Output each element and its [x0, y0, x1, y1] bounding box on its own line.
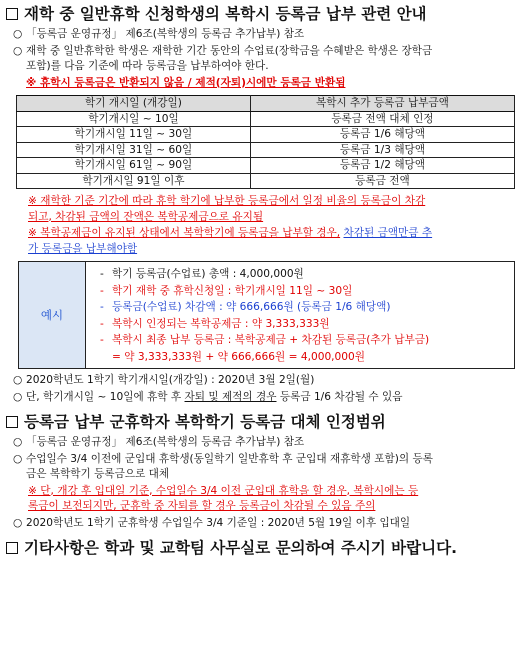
section3-heading — [6, 538, 513, 558]
section2-heading — [6, 412, 513, 432]
circle-bullet-icon: ○ — [13, 452, 23, 465]
refund-note: ※ 휴학시 등록금은 반환되지 않음 / 제적(자퇴)시에만 등록금 반환됨 — [26, 76, 346, 89]
table-row: 학기개시일 11일 ~ 30일 등록금 1/6 해당액 — [17, 127, 515, 143]
table-header: 학기 개시일 (개강일) — [17, 96, 251, 112]
bullet-item: ○ 「등록금 운영규정」 제6조(복학생의 등록금 추가납부) 참조 — [6, 435, 513, 451]
bullet-item: ○ 2020학년도 1학기 학기개시일(개강일) : 2020년 3월 2일(월) — [6, 373, 513, 389]
example-line: - 복학시 최종 납부 등록금 : 복학공제금 + 차감된 등록금(추가 납부금) — [100, 334, 430, 346]
table-row: 학기개시일 31일 ~ 60일 등록금 1/3 해당액 — [17, 142, 515, 158]
circle-bullet-icon: ○ — [13, 390, 23, 403]
section3-title: 기타사항은 학과 및 교학팀 사무실로 문의하여 주시기 바랍니다. — [24, 539, 457, 557]
bullet-item: ○ 단, 학기개시일 ~ 10일에 휴학 후 자퇴 및 제적의 경우 등록금 1/6 차감될 수 있음 — [6, 390, 513, 406]
table-row: 학기개시일 61일 ~ 90일 등록금 1/2 해당액 — [17, 158, 515, 174]
deduction-note: ※ 재학한 기준 기간에 따라 휴학 학기에 납부한 등록금에서 일정 비율의 등록금이 차감 되고, 차감된 금액의 잔액은 복학공제금으로 유지됨 — [28, 195, 426, 223]
bullet-item: ○ 2020학년도 1학기 군휴학생 수업일수 3/4 기준일 : 2020년 5월 19일 이후 입대일 — [6, 516, 513, 532]
checkbox-square-icon — [6, 8, 18, 20]
table-row: 학기개시일 ~ 10일 등록금 전액 대체 인정 — [17, 111, 515, 127]
bullet-item: ○ 재학 중 일반휴학한 학생은 재학한 기간 동안의 수업료(장학금을 수혜받은 학생은 장학금 포함)를 다음 기준에 따라 등록금을 납부하여야 한다. — [13, 44, 433, 72]
section1-title: 재학 중 일반휴학 신청학생의 복학시 등록금 납부 관련 안내 — [24, 5, 427, 23]
bullet-item: ○ 「등록금 운영규정」 제6조(복학생의 등록금 추가납부) 참조 — [6, 27, 513, 43]
table-header-row — [17, 96, 515, 112]
circle-bullet-icon: ○ — [13, 374, 23, 386]
checkbox-square-icon — [6, 416, 18, 428]
section2-title: 등록금 납부 군휴학자 복학학기 등록금 대체 인정범위 — [24, 413, 386, 431]
fee-table — [16, 95, 515, 189]
example-line: - 학기 등록금(수업료) 총액 : 4,000,000원 — [100, 268, 304, 280]
example-body — [86, 262, 515, 369]
example-box — [18, 261, 515, 369]
payment-note: ※ 복학공제금이 유지된 상태에서 복학학기에 등록금을 납부할 경우, 차감된 금액만큼 추 가 등록금을 납부해야함 — [28, 227, 433, 255]
example-line: - 복학시 인정되는 복학공제금 : 약 3,333,333원 — [100, 317, 330, 330]
example-line: - 등록금(수업료) 차감액 : 약 666,666원 (등록금 1/6 해당액) — [100, 301, 391, 313]
circle-bullet-icon: ○ — [13, 28, 23, 40]
checkbox-square-icon — [6, 542, 18, 554]
example-line: - 학기 재학 중 휴학신청일 : 학기개시일 11일 ~ 30일 — [100, 284, 353, 297]
military-note: ※ 단, 개강 후 입대일 기준, 수업일수 3/4 이전 군입대 휴학을 할 경우, 복학시에는 등 록금이 보전되지만, 군휴학 중 자퇴를 할 경우 등록금이 차감될 수 있음 주의 — [28, 484, 419, 512]
circle-bullet-icon: ○ — [13, 516, 23, 529]
circle-bullet-icon: ○ — [13, 44, 23, 57]
bullet-item: ○ 수업일수 3/4 이전에 군입대 휴학생(동일학기 일반휴학 후 군입대 재휴학생 포함)의 등록 금은 복학학기 등록금으로 대체 — [13, 452, 433, 480]
example-label: 예시 — [19, 262, 86, 369]
section1-heading — [6, 4, 513, 24]
circle-bullet-icon: ○ — [13, 436, 23, 448]
table-header: 복학시 추가 등록금 납부금액 — [250, 96, 514, 112]
example-line: = 약 3,333,333원 + 약 666,666원 = 4,000,000원 — [112, 350, 366, 363]
table-row: 학기개시일 91일 이후 등록금 전액 — [17, 173, 515, 189]
